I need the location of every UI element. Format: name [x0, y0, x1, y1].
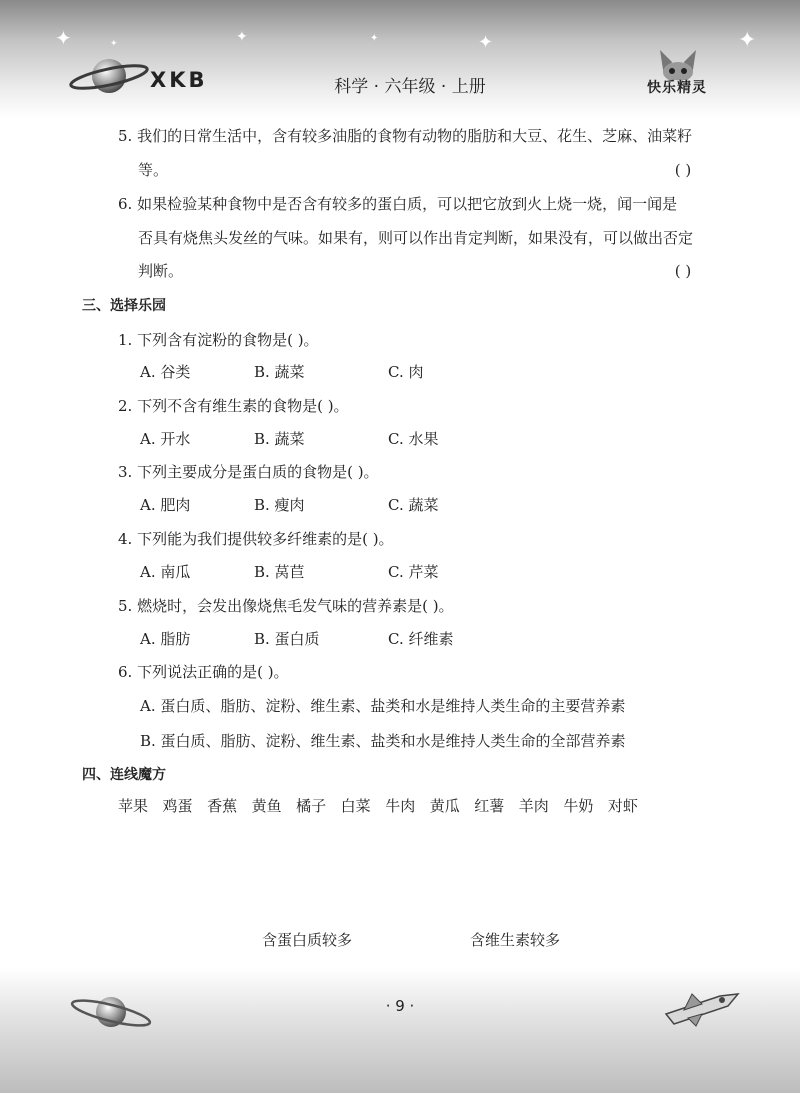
option-c[interactable]: C. 芹菜 [388, 563, 439, 581]
question-4: 4. 下列能为我们提供较多纤维素的是( )。 [118, 530, 394, 548]
sparkle-icon: ✦ [738, 28, 757, 53]
section-title-matching: 四、连线魔方 [82, 767, 166, 783]
sparkle-icon: ✦ [370, 33, 379, 44]
food-item[interactable]: 黄鱼 [251, 797, 282, 815]
food-item[interactable]: 牛奶 [563, 797, 594, 815]
mascot-icon [650, 46, 706, 80]
option-a[interactable]: A. 开水 [140, 430, 191, 448]
option-a[interactable]: A. 肥肉 [140, 496, 191, 514]
option-a[interactable]: A. 南瓜 [140, 563, 191, 581]
question-3: 3. 下列主要成分是蛋白质的食物是( )。 [118, 463, 379, 481]
question-5: 5. 燃烧时，会发出像烧焦毛发气味的营养素是( )。 [118, 597, 454, 615]
planet-icon [68, 990, 154, 1034]
header-title: 科学 · 六年级 · 上册 [334, 77, 486, 97]
option-b[interactable]: B. 蔬菜 [254, 430, 305, 448]
sparkle-icon: ✦ [110, 39, 118, 49]
option-b[interactable]: B. 蛋白质、脂肪、淀粉、维生素、盐类和水是维持人类生命的全部营养素 [140, 732, 626, 750]
section-title-choice: 三、选择乐园 [82, 298, 166, 314]
food-item[interactable]: 白菜 [340, 797, 371, 815]
brand-logo: XKB [150, 68, 208, 92]
judgement-6-line-2: 否具有烧焦头发丝的气味。如果有，则可以作出肯定判断，如果没有，可以做出否定 [138, 229, 694, 247]
option-b[interactable]: B. 蛋白质 [254, 630, 320, 648]
food-item[interactable]: 对虾 [607, 797, 638, 815]
question-1: 1. 下列含有淀粉的食物是( )。 [118, 331, 319, 349]
page-footer [0, 968, 800, 1093]
sparkle-icon: ✦ [55, 26, 72, 50]
option-b[interactable]: B. 蔬菜 [254, 363, 305, 381]
sparkle-icon: ✦ [478, 32, 494, 53]
category-protein[interactable]: 含蛋白质较多 [262, 931, 353, 949]
answer-blank[interactable]: ( ) [674, 161, 692, 179]
food-item[interactable]: 红薯 [474, 797, 505, 815]
option-c[interactable]: C. 肉 [388, 363, 424, 381]
option-b[interactable]: B. 瘦肉 [254, 496, 305, 514]
category-vitamin[interactable]: 含维生素较多 [470, 931, 561, 949]
mascot-label: 快乐精灵 [647, 80, 707, 96]
option-c[interactable]: C. 纤维素 [388, 630, 454, 648]
planet-logo-icon [68, 50, 150, 102]
food-item[interactable]: 苹果 [118, 797, 149, 815]
food-item[interactable]: 鸡蛋 [162, 797, 193, 815]
rocket-icon [662, 984, 742, 1028]
food-item[interactable]: 羊肉 [518, 797, 549, 815]
option-c[interactable]: C. 水果 [388, 430, 439, 448]
judgement-5-line-2: 等。 [138, 161, 169, 179]
food-list [118, 796, 638, 816]
option-a[interactable]: A. 谷类 [140, 363, 191, 381]
food-item[interactable]: 橘子 [296, 797, 327, 815]
page-header [0, 0, 800, 118]
judgement-6-line-1: 6. 如果检验某种食物中是否含有较多的蛋白质，可以把它放到火上烧一烧，闻一闻是 [118, 195, 678, 213]
sparkle-icon: ✦ [236, 29, 248, 45]
page-number: · 9 · [385, 997, 415, 1015]
question-6: 6. 下列说法正确的是( )。 [118, 663, 289, 681]
answer-blank[interactable]: ( ) [674, 262, 692, 280]
judgement-6-line-3: 判断。 [138, 262, 184, 280]
judgement-5-line-1: 5. 我们的日常生活中，含有较多油脂的食物有动物的脂肪和大豆、花生、芝麻、油菜籽 [118, 127, 693, 145]
option-a[interactable]: A. 蛋白质、脂肪、淀粉、维生素、盐类和水是维持人类生命的主要营养素 [140, 697, 626, 715]
question-2: 2. 下列不含有维生素的食物是( )。 [118, 397, 349, 415]
food-item[interactable]: 香蕉 [207, 797, 238, 815]
option-a[interactable]: A. 脂肪 [140, 630, 191, 648]
food-item[interactable]: 牛肉 [385, 797, 416, 815]
option-b[interactable]: B. 莴苣 [254, 563, 305, 581]
food-item[interactable]: 黄瓜 [429, 797, 460, 815]
option-c[interactable]: C. 蔬菜 [388, 496, 439, 514]
